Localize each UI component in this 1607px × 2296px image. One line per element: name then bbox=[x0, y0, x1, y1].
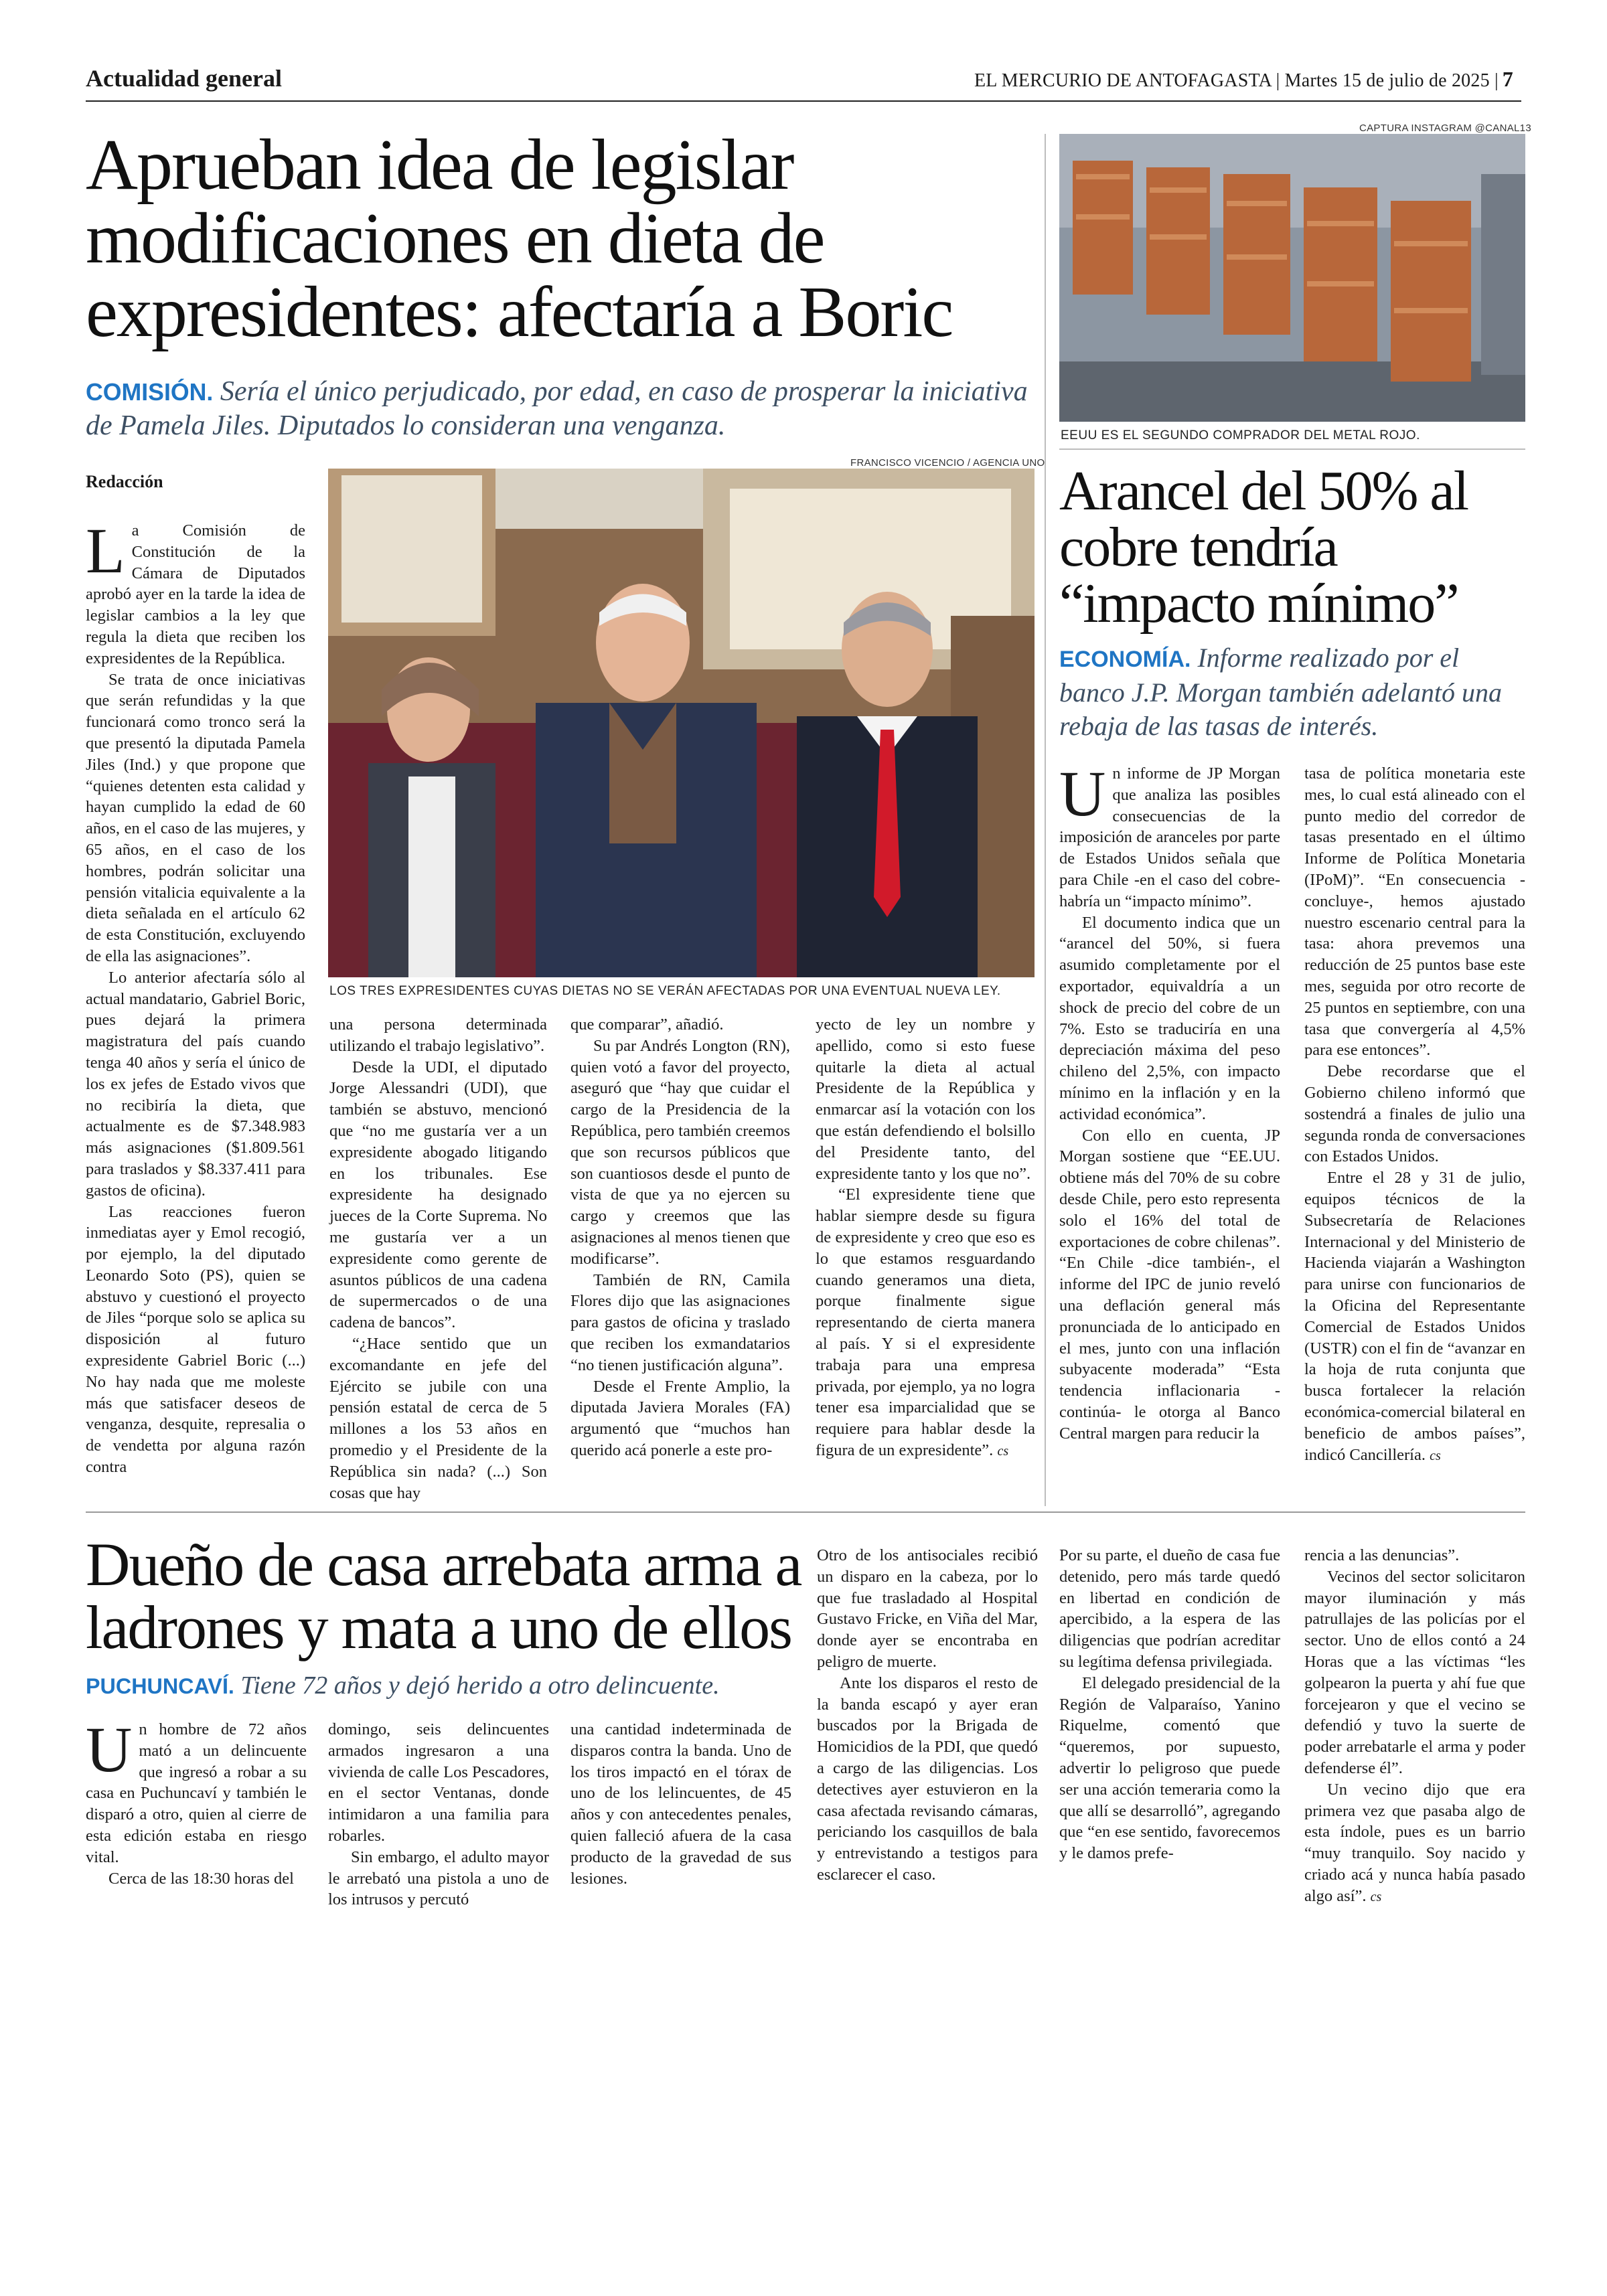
story1-deck-text: Sería el único perjudicado, por edad, en caso de prosperar la iniciativa de Pamela Jiles. Diputados lo consideran una venganza. bbox=[86, 376, 1028, 441]
story1-photo bbox=[328, 469, 1035, 977]
story1-col2-p1: una persona determinada utilizando el trabajo legislativo”. bbox=[329, 1015, 547, 1055]
story1-col3-p1: que comparar”, añadió. bbox=[570, 1015, 724, 1034]
expresidents-photo bbox=[328, 469, 1035, 977]
story2-col2-p2: Debe recordarse que el Gobierno chileno informó que sostendrá a finales de julio una segunda ronda de conversaciones con Estados Unidos. bbox=[1304, 1062, 1525, 1166]
story3-col6-p2: Vecinos del sector solicitaron mayor iluminación y más patrullajes de las policías por el sector. Uno de ellos contó a 24 Horas que a las víctimas “les golpearon la puerta y ahí fue que forcejearon y que el vecino se defendió y tuvo la suerte de poder arrebatarle el arma y poder defenderse él”. bbox=[1304, 1567, 1525, 1777]
story3-col-3 bbox=[570, 1719, 791, 1889]
story1-kicker: COMISIÓN. bbox=[86, 379, 214, 406]
story1-end-mark: cs bbox=[997, 1443, 1009, 1459]
story3-kicker: PUCHUNCAVÍ. bbox=[86, 1674, 234, 1698]
story2-col-1 bbox=[1059, 758, 1280, 1445]
story1-col3-p3: También de RN, Camila Flores dijo que las asignaciones para gastos de oficina y traslado que reciben los exmandatarios “no tienen justificación alguna”. bbox=[570, 1270, 790, 1374]
story2-col1-p2: El documento indica que un “arancel del 50%, si fuera asumido completamente por el exportador, equivaldría a un shock de precio del cobre de un 7%. Esto se traduciría en una depreciación máxima del peso chileno del 2,5%, con impacto mínimo en la inflación y en la actividad económica”. bbox=[1059, 913, 1280, 1123]
story1-photo-caption: LOS TRES EXPRESIDENTES CUYAS DIETAS NO SE VERÁN AFECTADAS POR UNA EVENTUAL NUEVA LEY. bbox=[329, 984, 1001, 998]
masthead-text: EL MERCURIO DE ANTOFAGASTA | Martes 15 de julio de 2025 | bbox=[974, 70, 1499, 91]
story1-col3-p2: Su par Andrés Longton (RN), quien votó a favor del proyecto, aseguró que “hay que cuidar el cargo de la Presidencia de la República, pero también creemos que son recursos públicos que son cuantiosos desde el punto de vista de que ya no ejercen su cargo y creemos que las asignaciones al menos tienen que modificarse”. bbox=[570, 1036, 790, 1268]
story3-col4-p1: Otro de los antisociales recibió un disparo en la cabeza, por lo que fue trasladado al Hospital Gustavo Fricke, en Viña del Mar, donde ayer se encontraba en peligro de muerte. bbox=[817, 1546, 1038, 1671]
story3-col-2 bbox=[328, 1719, 549, 1910]
story2-deck-text: Informe realizado por el banco J.P. Morgan también adelantó una rebaja de las tasas de interés. bbox=[1059, 643, 1503, 741]
page-number: 7 bbox=[1502, 67, 1513, 91]
story1-col1-p2: Se trata de once iniciativas que serán refundidas y la que funcionará como tronco será la que presentó la diputada Pamela Jiles (Ind.) y que propone que “quienes detenten esta calidad y hayan cumplido la edad de 60 años, en el caso de las mujeres, y 65 años, en el caso de los hombres, podrán solicitar una pensión vitalicia equivalente a la dieta señalada en el artículo 62 de esta Constitución, excluyendo de ella las asignaciones”. bbox=[86, 670, 305, 965]
story1-col1-lead: a Comisión de Constitución de la Cámara de Diputados aprobó ayer en la tarde la idea de legislar cambios a la ley que regula la dieta que reciben los expresidentes de la República. bbox=[86, 521, 305, 667]
section-title: Actualidad general bbox=[86, 65, 282, 92]
story2-headline: Arancel del 50% al cobre tendría “impacto mínimo” bbox=[1059, 460, 1468, 635]
story1-deck bbox=[86, 375, 1037, 442]
story2-photo-caption: EEUU ES EL SEGUNDO COMPRADOR DEL METAL ROJO. bbox=[1061, 428, 1420, 442]
story1-col1-p3: Lo anterior afectaría sólo al actual mandatario, Gabriel Boric, pues dejará la primera magistratura del país cuando tenga 40 años y sería el único de los ex jefes de Estado vivos que no recibiría la dieta, que actualmente es de $7.348.983 más asignaciones ($1.809.561 para traslados y $8.337.411 para gastos de oficina). bbox=[86, 968, 305, 1200]
story1-col-1 bbox=[86, 515, 305, 1478]
story1-col3-p4: Desde el Frente Amplio, la diputada Javiera Morales (FA) argumentó que “muchos han querido acá ponerle a este pro- bbox=[570, 1377, 790, 1459]
story1-col-2 bbox=[329, 1014, 547, 1503]
story1-byline: Redacción bbox=[86, 472, 163, 491]
story3-col-4 bbox=[817, 1545, 1038, 1886]
story3-col2-p2: Sin embargo, el adulto mayor le arrebató una pistola a uno de los intrusos y percutó bbox=[328, 1848, 549, 1909]
story1-headline: Aprueban idea de legislar modificaciones en dieta de expresidentes: afectaría a Boric bbox=[86, 125, 953, 352]
story2-kicker: ECONOMÍA. bbox=[1059, 647, 1191, 672]
story3-col6-p1: rencia a las denuncias”. bbox=[1304, 1546, 1460, 1564]
story1-dropcap: L bbox=[86, 515, 125, 586]
story2-col2-p1: tasa de política monetaria este mes, lo cual está alineado con el punto medio del corredor de tasas presentado en el último Informe de Política Monetaria (IPoM)”. “En consecuencia -concluye-, hemos ajustado nuestro escenario central para la tasa: ahora prevemos una reducción de 25 puntos base este mes, seguida por otro recorte de 25 puntos en septiembre, con una tasa que convergería al 4,5% para ese entonces”. bbox=[1304, 764, 1525, 1060]
story3-deck-text: Tiene 72 años y dejó herido a otro delincuente. bbox=[240, 1671, 720, 1700]
story3-dropcap: U bbox=[86, 1714, 133, 1785]
story1-col-4 bbox=[816, 1014, 1035, 1463]
story2-col2-p3: Entre el 28 y 31 de julio, equipos técnicos de la Subsecretaría de Relaciones Internacional y del Ministerio de Hacienda viajarán a Washington para unirse con funcionarios de la Oficina del Representante Comercial de Estados Unidos (USTR) con el fin de “avanzar en la hoja de ruta conjunta que busca fortalecer la relación económica-comercial bilateral en beneficio de ambos países”, indicó Cancillería. bbox=[1304, 1169, 1525, 1464]
story3-col6-p3: Un vecino dijo que era primera vez que pasaba algo de esta índole, pues es un barrio “muy tranquilo. Soy nacido y criado acá y nunca había pasado algo así”. bbox=[1304, 1780, 1525, 1905]
story2-rule bbox=[1059, 448, 1525, 450]
story3-col2-p1: domingo, seis delincuentes armados ingresaron a una vivienda de calle Los Pescadores, en el sector Ventanas, donde intimidaron a una familia para robarles. bbox=[328, 1720, 549, 1845]
story3-col1-p2: Cerca de las 18:30 horas del bbox=[108, 1869, 294, 1888]
story2-photo-credit: CAPTURA INSTAGRAM @CANAL13 bbox=[1359, 122, 1531, 134]
story3-col1-lead: n hombre de 72 años mató a un delincuente que ingresó a robar a su casa en Puchuncaví y también le disparó a otro, quien al cierre de esta edición estaba en riesgo vital. bbox=[86, 1720, 307, 1866]
story3-col4-p2: Ante los disparos el resto de la banda escapó y ayer eran buscados por la Brigada de Homicidios de la PDI, que quedó a cargo de las diligencias. Los detectives ayer estuvieron en la casa afectada revisando cámaras, periciando los casquillos de bala y entrevistando a testigos para esclarecer el caso. bbox=[817, 1673, 1038, 1884]
story3-col5-p1: Por su parte, el dueño de casa fue detenido, pero más tarde quedó en libertad en condición de apercibido, a la espera de las diligencias que podrían acreditar su legítima defensa privilegiada. bbox=[1059, 1546, 1280, 1671]
story2-end-mark: cs bbox=[1430, 1448, 1441, 1463]
story2-col-2 bbox=[1304, 763, 1525, 1467]
story3-rule bbox=[86, 1511, 1525, 1513]
story2-col1-p3: Con ello en cuenta, JP Morgan sostiene que “EE.UU. obtiene más del 70% de su cobre desde Chile, pero esto representa solo el 16% del total de exportaciones de cobre chilenas”. “En Chile -dice también-, el informe del IPC de junio reveló una deflación general más pronunciada de lo anticipado en el mes, junto con una inflación subyacente moderada” “Esta tendencia inflacionaria -continúa- le otorga al Banco Central margen para reducir la bbox=[1059, 1126, 1280, 1443]
story3-deck bbox=[86, 1670, 836, 1702]
story2-col1-lead: n informe de JP Morgan que analiza las posibles consecuencias de la imposición de aranceles por parte de Estados Unidos señala que para Chile -en el caso del cobre- habría un “impacto mínimo”. bbox=[1059, 764, 1280, 910]
story1-col2-p3: “¿Hace sentido que un excomandante en jefe del Ejército se jubile con una pensión estatal de cerca de 5 millones a los 53 años en promedio y el Presidente de la República sin nada? (...) Son cosas que hay bbox=[329, 1334, 547, 1502]
story1-col4-p1: yecto de ley un nombre y apellido, como si esto fuese quitarle la dieta al actual Presidente de la República y enmarcar así la votación con los que están defendiendo el bolsillo del Presidente tanto, del expresidente tanto y los que no”. bbox=[816, 1015, 1035, 1183]
story3-col5-p2: El delegado presidencial de la Región de Valparaíso, Yanino Riquelme, comentó que “queremos, por supuesto, advertir lo peligroso que puede ser una acción temeraria como la que allí se desarrolló”, agregando que “en ese sentido, favorecemos y le damos prefe- bbox=[1059, 1673, 1280, 1863]
story2-dropcap: U bbox=[1059, 758, 1106, 829]
copper-cathodes-photo bbox=[1059, 134, 1525, 422]
story1-col4-p2: “El expresidente tiene que hablar siempre desde su figura de expresidente y creo que eso es lo que estamos resguardando cuando generamos una dieta, porque finalmente sigue representando de cierta manera al país. Y si el expresidente trabaja para una empresa privada, por ejemplo, ya no logra tener esa imparcialidad que se requiere para hablar desde la figura de un expresidente”. bbox=[816, 1185, 1035, 1459]
story3-col-1 bbox=[86, 1714, 307, 1889]
story1-col2-p2: Desde la UDI, el diputado Jorge Alessandri (UDI), que también se abstuvo, mencionó que “no me gustaría ver a un expresidente abogado litigando en los tribunales. Ese expresidente ha designado jueces de la Corte Suprema. No me gustaría ver a un expresidente como gerente de asuntos públicos de una cadena de supermercados o de una cadena de bancos”. bbox=[329, 1058, 547, 1332]
header-rule bbox=[86, 100, 1521, 102]
story3-headline: Dueño de casa arrebata arma a ladrones y mata a uno de ellos bbox=[86, 1530, 801, 1661]
story3-col3-p1: una cantidad indeterminada de disparos contra la banda. Uno de los tiros impactó en el tórax de uno de los lelincuentes, de 45 años y con antecedentes penales, quien falleció afuera de la casa producto de la gravedad de sus lesiones. bbox=[570, 1720, 791, 1888]
masthead bbox=[974, 67, 1513, 92]
column-divider bbox=[1045, 134, 1046, 1506]
story1-col1-p4: Las reacciones fueron inmediatas ayer y Emol recogió, por ejemplo, la del diputado Leonardo Soto (PS), quien se abstuvo y cuestionó el proyecto de Jiles “porque solo se aplica su disposición al futuro expresidente Gabriel Boric (...) No hay nada que me moleste más que satisfacer deseos de venganza, desquite, represalia o de vendetta por alguna razón contra bbox=[86, 1202, 305, 1477]
story3-col-6 bbox=[1304, 1545, 1525, 1908]
story3-end-mark: cs bbox=[1370, 1889, 1382, 1904]
story2-deck bbox=[1059, 641, 1525, 743]
story3-col-5 bbox=[1059, 1545, 1280, 1864]
story1-col-3 bbox=[570, 1014, 790, 1461]
story1-photo-credit: FRANCISCO VICENCIO / AGENCIA UNO bbox=[850, 457, 1045, 469]
story2-photo bbox=[1059, 134, 1525, 422]
